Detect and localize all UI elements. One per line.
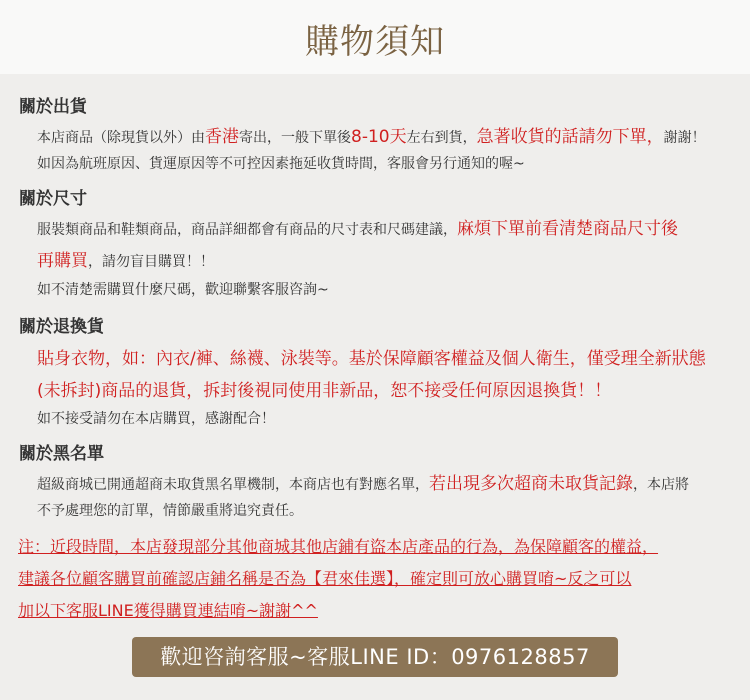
highlight-span: 麻煩下單前看清楚商品尺寸後: [457, 219, 678, 239]
notice-line-2: 建議各位顧客購買前確認店鋪名稱是否為【君來佳選】，確定則可放心購買唷~反之可以: [18, 569, 632, 588]
shipping-line-1: [37, 122, 706, 147]
highlight-span: 若出現多次超商未取貨記錄: [429, 474, 633, 494]
size-line-1: [37, 214, 678, 239]
text-span: 服裝類商品和鞋類商品，商品詳細都會有商品的尺寸表和尺碼建議，: [37, 222, 457, 238]
highlight-span: 再購買: [37, 251, 88, 271]
highlight-span: 急著收貨的話請勿下單，: [476, 127, 664, 147]
highlight-span: 8-10天: [351, 127, 407, 147]
page-title: 購物須知: [305, 22, 445, 62]
returns-line-1: 貼身衣物，如：內衣/褲、絲襪、泳裝等。基於保障顧客權益及個人衛生，僅受理全新狀態: [37, 349, 706, 369]
section-title-blacklist: 關於黑名單: [19, 444, 104, 464]
blacklist-line-1: [37, 469, 689, 494]
text-span: 寄出，一般下單後: [239, 130, 351, 146]
size-line-3: 如不清楚需購買什麼尺碼，歡迎聯繫客服咨詢~: [37, 282, 329, 298]
returns-line-2: (未拆封)商品的退貨，拆封後視同使用非新品，恕不接受任何原因退換貨！！: [37, 381, 612, 401]
blacklist-line-2: 不予處理您的訂單，情節嚴重將追究責任。: [37, 503, 303, 519]
text-span: 謝謝！: [663, 130, 706, 146]
shipping-line-2: 如因為航班原因、貨運原因等不可控因素拖延收貨時間，客服會另行通知的喔~: [37, 156, 525, 172]
contact-line-button[interactable]: 歡迎咨詢客服~客服LINE ID：0976128857: [132, 637, 618, 677]
text-span: 超級商城已開通超商未取貨黑名單機制，本商店也有對應名單，: [37, 477, 429, 493]
section-title-size: 關於尺寸: [19, 189, 87, 209]
text-span: 左右到貨，: [406, 130, 477, 146]
highlight-span: 香港: [205, 127, 239, 147]
text-span: 本店商品（除現貨以外）由: [37, 130, 205, 146]
page-header: [0, 0, 750, 74]
returns-line-3: 如不接受請勿在本店購買，感謝配合！: [37, 411, 275, 427]
notice-line-1: 注：近段時間，本店發現部分其他商城其他店鋪有盜本店產品的行為，為保障顧客的權益，: [18, 537, 659, 556]
section-title-shipping: 關於出貨: [19, 97, 87, 117]
size-line-2: [37, 246, 214, 271]
text-span: ，請勿盲目購買！！: [88, 254, 214, 270]
text-span: ，本店將: [633, 477, 689, 493]
notice-line-3: 加以下客服LINE獲得購買連結唷~謝謝^^: [18, 601, 318, 620]
section-title-returns: 關於退換貨: [19, 317, 104, 337]
